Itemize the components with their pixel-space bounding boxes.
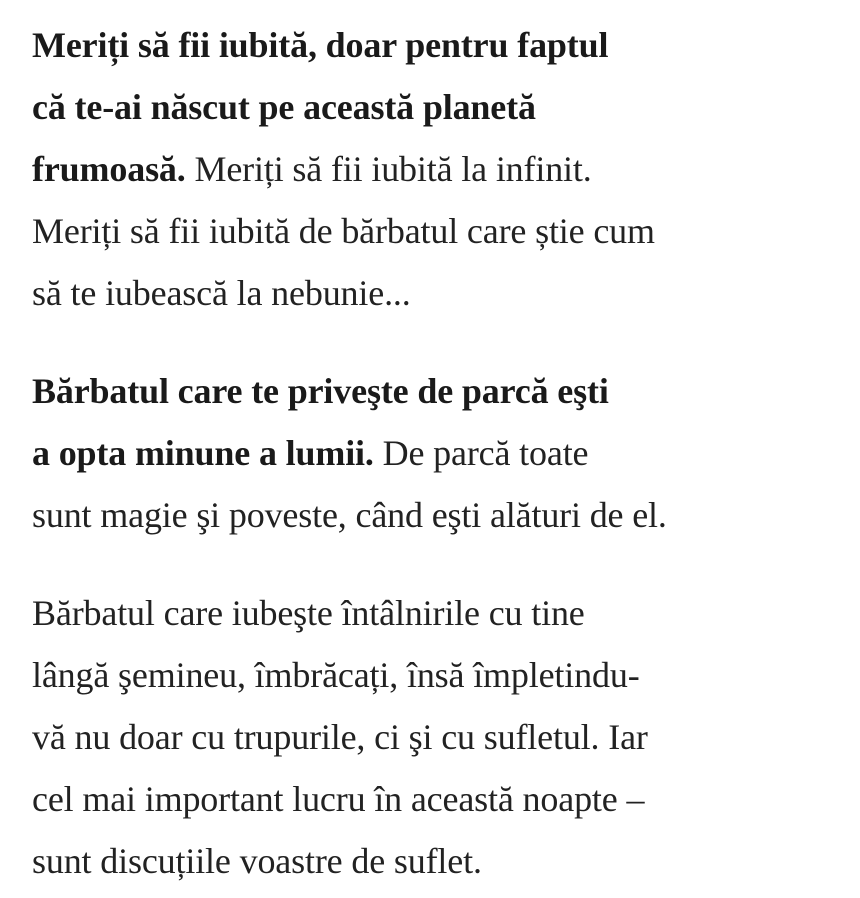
regular-text: să te iubească la nebunie... [32, 273, 411, 313]
paragraph-line [32, 706, 842, 768]
paragraph-line [32, 14, 842, 76]
paragraph-3 [32, 582, 842, 892]
paragraph-line [32, 582, 842, 644]
paragraph-1 [32, 14, 842, 324]
regular-text: Meriți să fii iubită la infinit. [185, 149, 592, 189]
bold-text: că te-ai născut pe această planetă [32, 87, 536, 127]
bold-text: Bărbatul care te priveşte de parcă eşti [32, 371, 609, 411]
regular-text: Bărbatul care iubeşte întâlnirile cu tine [32, 593, 585, 633]
article-body [32, 14, 842, 892]
paragraph-line [32, 484, 842, 546]
regular-text: sunt magie şi poveste, când eşti alături de el. [32, 495, 667, 535]
bold-text: a opta minune a lumii. [32, 433, 374, 473]
regular-text: Meriți să fii iubită de bărbatul care știe cum [32, 211, 655, 251]
regular-text: sunt discuțiile voastre de suflet. [32, 841, 482, 881]
bold-text: frumoasă. [32, 149, 186, 189]
bold-text: Meriți să fii iubită, doar pentru faptul [32, 25, 609, 65]
paragraph-line [32, 422, 842, 484]
paragraph-line [32, 644, 842, 706]
regular-text: cel mai important lucru în această noapte – [32, 779, 645, 819]
paragraph-line [32, 768, 842, 830]
paragraph-line [32, 76, 842, 138]
paragraph-line [32, 830, 842, 892]
regular-text: De parcă toate [373, 433, 589, 473]
paragraph-line [32, 360, 842, 422]
paragraph-2 [32, 360, 842, 546]
paragraph-line [32, 200, 842, 262]
paragraph-line [32, 262, 842, 324]
regular-text: vă nu doar cu trupurile, ci şi cu sufletul. Iar [32, 717, 648, 757]
regular-text: lângă şemineu, îmbrăcați, însă împletindu- [32, 655, 640, 695]
paragraph-line [32, 138, 842, 200]
